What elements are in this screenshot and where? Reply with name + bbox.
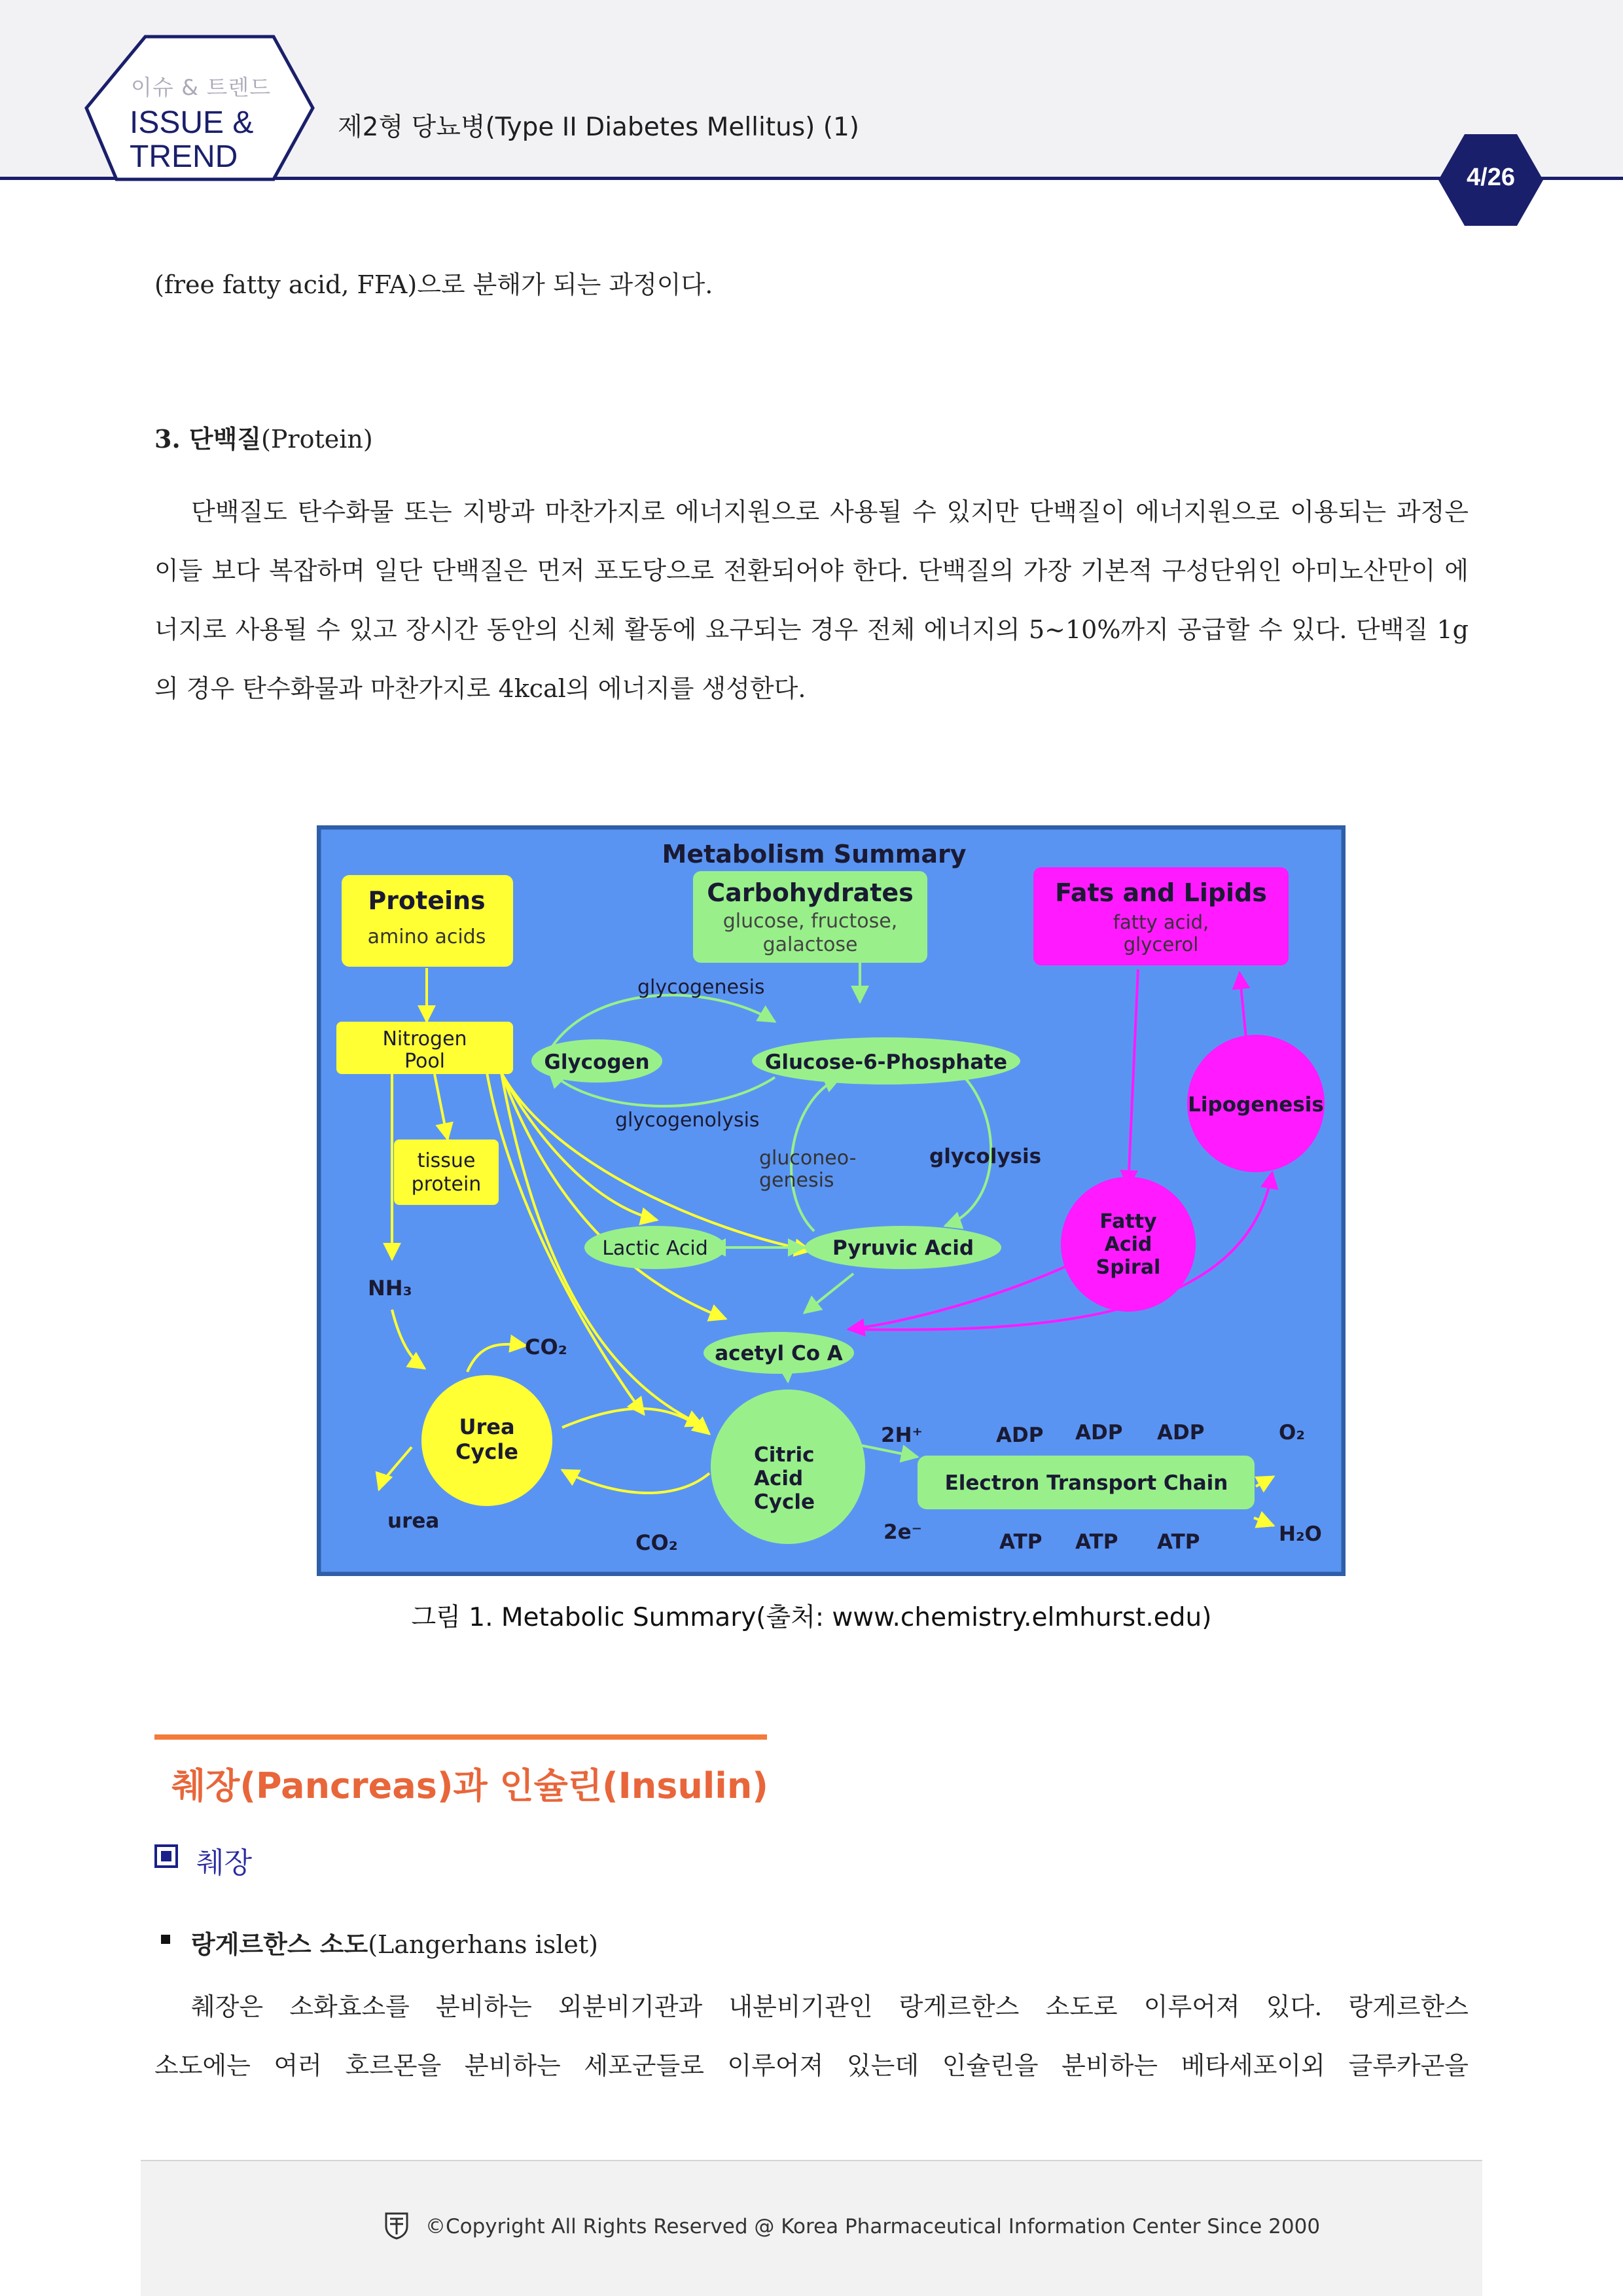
logo-korean: 이슈 & 트렌드 — [131, 75, 272, 100]
glycogenolysis-label: glycogenolysis — [615, 1109, 760, 1132]
section-3-heading — [154, 419, 373, 455]
gluconeogenesis-label-2: genesis — [759, 1169, 834, 1192]
co2-bottom-label: CO₂ — [635, 1530, 678, 1555]
continuation-text: (free fatty acid, FFA)으로 분해가 되는 과정이다. — [154, 270, 713, 299]
o2-label: O₂ — [1279, 1421, 1305, 1444]
carbohydrates-sub2: galactose — [762, 933, 858, 956]
fats-sub2: glycerol — [1123, 933, 1199, 956]
urea-cycle-label: Cycle — [455, 1439, 518, 1464]
carbohydrates-label: Carbohydrates — [707, 878, 914, 907]
urea-output-label: urea — [387, 1509, 440, 1533]
gluconeogenesis-label-1: gluconeo- — [759, 1147, 857, 1170]
citric-label: Citric — [754, 1443, 815, 1467]
logo-english — [130, 106, 260, 174]
fats-sub1: fatty acid, — [1113, 911, 1209, 933]
document-title: 제2형 당뇨병(Type II Diabetes Mellitus) (1) — [338, 113, 860, 142]
shield-icon — [383, 2211, 410, 2240]
amino-acids-label: amino acids — [367, 925, 486, 948]
bullet-heading — [191, 1924, 598, 1960]
fatty-label: Fatty — [1099, 1210, 1157, 1233]
carbohydrates-sub1: glucose, fructose, — [722, 910, 898, 933]
subsection-title: 췌장 — [196, 1846, 253, 1880]
nh3-label: NH₃ — [368, 1276, 412, 1300]
spiral-label: Spiral — [1096, 1256, 1161, 1279]
co2-top-label: CO₂ — [525, 1335, 567, 1359]
urea-label: Urea — [459, 1414, 515, 1439]
atp-2-label: ATP — [1075, 1530, 1118, 1554]
bullet-heading-rest: (Langerhans islet) — [368, 1930, 598, 1959]
diagram-title: Metabolism Summary — [662, 840, 967, 869]
atp-3-label: ATP — [1157, 1530, 1200, 1554]
pyruvic-acid-label: Pyruvic Acid — [832, 1236, 974, 1260]
2e-minus-label: 2e⁻ — [883, 1520, 922, 1544]
logo-english-line2: TREND — [130, 139, 238, 174]
atp-1-label: ATP — [999, 1530, 1043, 1554]
bullet-heading-bold: 랑게르한스 소도 — [191, 1929, 368, 1959]
section-3-heading-bold: 3. 단백질 — [154, 424, 262, 454]
acid-label: Acid — [1104, 1233, 1152, 1256]
fats-label: Fats and Lipids — [1055, 878, 1267, 907]
pancreas-paragraph-line-2: 소도에는 여러 호르몬을 분비하는 세포군들로 이루어져 있는데 인슐린을 분비하는 베타세포이외 글루카곤을 — [154, 2051, 1469, 2080]
lactic-acid-label: Lactic Acid — [602, 1237, 708, 1260]
cycle-label: Cycle — [754, 1490, 815, 1514]
adp-1-label: ADP — [996, 1424, 1044, 1447]
metabolism-diagram — [317, 825, 1346, 1576]
g6p-label: Glucose-6-Phosphate — [764, 1050, 1008, 1074]
protein-label: protein — [411, 1173, 482, 1196]
glycogenesis-label: glycogenesis — [637, 976, 765, 999]
section-3-paragraph: 단백질도 탄수화물 또는 지방과 마찬가지로 에너지원으로 사용될 수 있지만 단백질이 에너지원으로 이용되는 과정은 이들 보다 복잡하며 일단 단백질은 먼저 포도당으로 전환되어야 한다. 단백질의 가장 기본적 구성단위인 아미노산만이 에너지로 사용될 수 있고 장시간 동안의 신체 활동에 요구되는 경우 전체 에너지의 5~10%까지 공급할 수 있다. 단백질 1g의 경우 탄수화물과 마찬가지로 4kcal의 에너지를 생성한다. — [154, 497, 1469, 703]
acid-cycle-label: Acid — [754, 1467, 804, 1490]
nitrogen-label: Nitrogen — [382, 1028, 467, 1050]
square-bullet-inner-icon — [161, 1851, 171, 1861]
glycogen-label: Glycogen — [544, 1050, 650, 1074]
acetyl-coa-label: acetyl Co A — [715, 1342, 843, 1365]
pool-label: Pool — [404, 1050, 446, 1073]
section-title: 췌장(Pancreas)과 인슐린(Insulin) — [171, 1765, 768, 1806]
tissue-label: tissue — [417, 1149, 476, 1172]
pancreas-paragraph-line-1: 췌장은 소화효소를 분비하는 외분비기관과 내분비기관인 랑게르한스 소도로 이루어져 있다. 랑게르한스 — [191, 1992, 1469, 2021]
section-rule — [154, 1734, 767, 1740]
proteins-label: Proteins — [368, 886, 486, 915]
etc-label: Electron Transport Chain — [944, 1471, 1228, 1495]
glycolysis-label: glycolysis — [929, 1145, 1042, 1168]
footer-rule — [141, 2160, 1482, 2161]
lipogenesis-label: Lipogenesis — [1188, 1093, 1324, 1117]
adp-2-label: ADP — [1075, 1421, 1123, 1444]
bullet-icon — [161, 1935, 170, 1944]
h2o-label: H₂O — [1279, 1522, 1322, 1546]
logo-english-line1: ISSUE & — [130, 105, 254, 140]
page-number: 4/26 — [1467, 164, 1515, 191]
adp-3-label: ADP — [1157, 1421, 1205, 1444]
2h-plus-label: 2H⁺ — [881, 1424, 923, 1447]
section-3-heading-rest: (Protein) — [261, 425, 373, 454]
figure-caption: 그림 1. Metabolic Summary(출처: www.chemistry.elmhurst.edu) — [411, 1603, 1212, 1632]
copyright-text: ©Copyright All Rights Reserved @ Korea Pharmaceutical Information Center Since 2000 — [425, 2215, 1321, 2238]
